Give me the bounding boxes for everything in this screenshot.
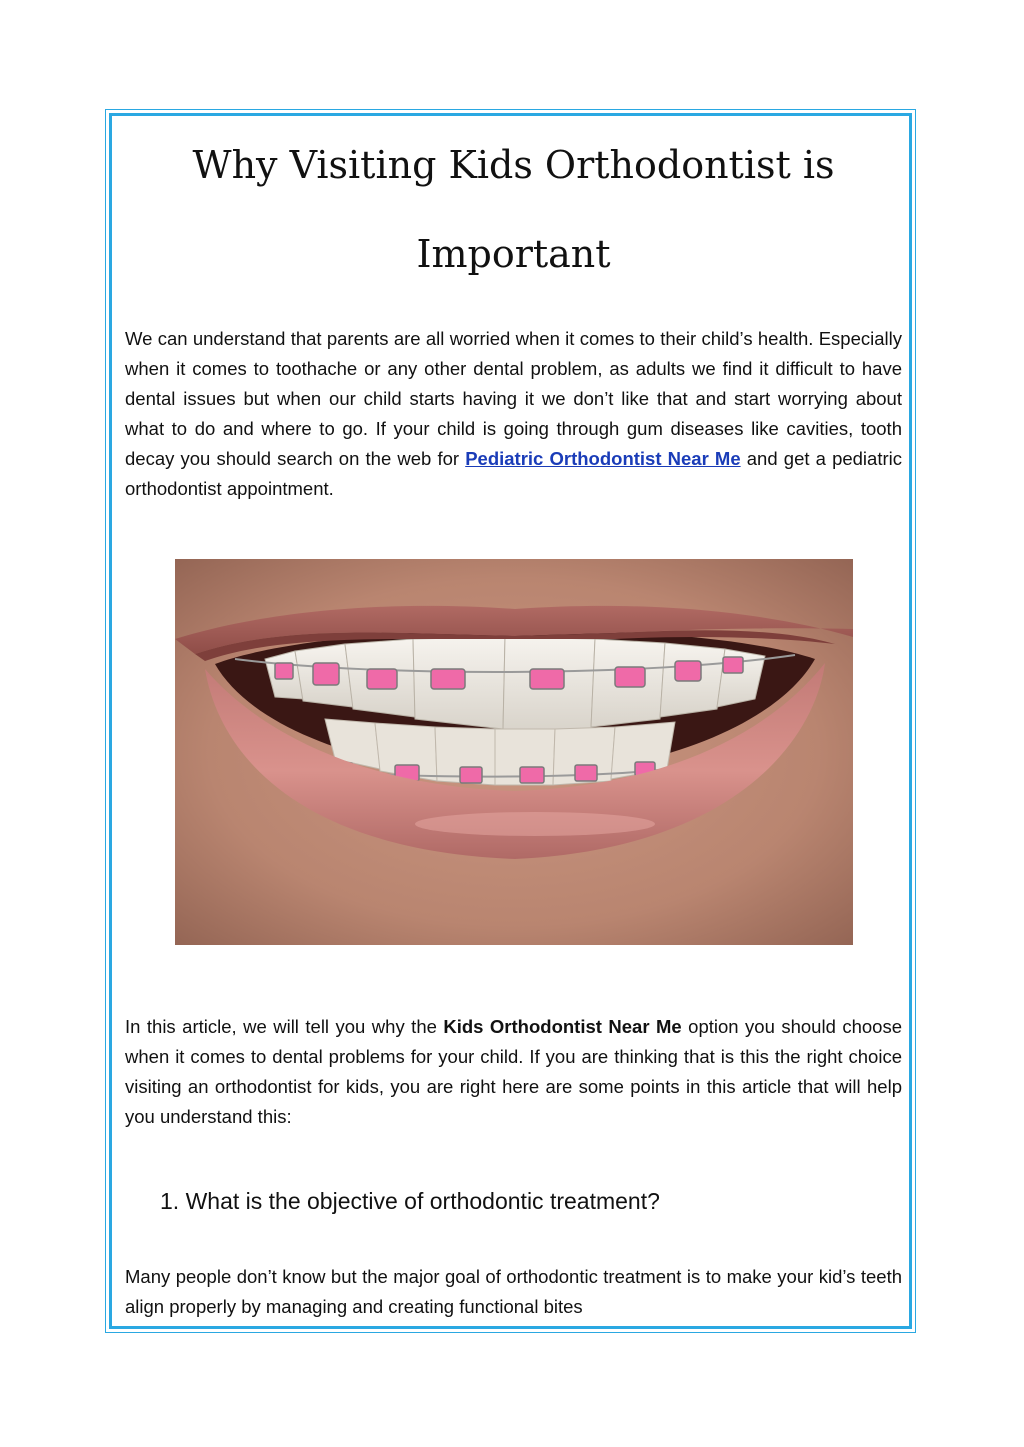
pediatric-orthodontist-link[interactable]: Pediatric Orthodontist Near Me bbox=[465, 448, 741, 469]
intro-paragraph bbox=[125, 324, 902, 504]
page-content bbox=[125, 116, 902, 1317]
section-1-paragraph: Many people don’t know but the major goal of orthodontic treatment is to make your kid’s teeth align properly by managing and creating functional bites bbox=[125, 1266, 902, 1317]
article-text-start: In this article, we will tell you why the bbox=[125, 1016, 444, 1037]
intro-text-end: and get a pediatric orthodontist appointment. bbox=[125, 448, 902, 499]
smile-with-braces-photo bbox=[175, 559, 853, 945]
intro-text-start: We can understand that parents are all worried when it comes to their child’s health. Especially when it comes to toothache or any other dental problem, as adults we find it difficult to have dental issues but when our child starts having it we don’t like that and start worrying about what to do and where to go. If your child is going through gum diseases like cavities, tooth decay you should search on the web for bbox=[125, 328, 902, 469]
article-paragraph bbox=[125, 1012, 902, 1132]
article-text-end: option you should choose when it comes to dental problems for your child. If you are thinking that is this the right choice visiting an orthodontist for kids, you are right here are some points in this article that will help you understand this: bbox=[125, 1016, 902, 1127]
braces-photo bbox=[175, 559, 853, 945]
section-1-number: 1. bbox=[160, 1188, 180, 1214]
title-line-1: Why Visiting Kids Orthodontist is bbox=[192, 143, 835, 187]
kids-orthodontist-keyword: Kids Orthodontist Near Me bbox=[443, 1016, 682, 1037]
section-1-heading bbox=[160, 1188, 660, 1215]
page-frame bbox=[109, 113, 912, 1329]
section-1-title: What is the objective of orthodontic treatment? bbox=[185, 1188, 660, 1214]
page-title bbox=[125, 116, 902, 299]
title-line-2: Important bbox=[416, 232, 611, 276]
